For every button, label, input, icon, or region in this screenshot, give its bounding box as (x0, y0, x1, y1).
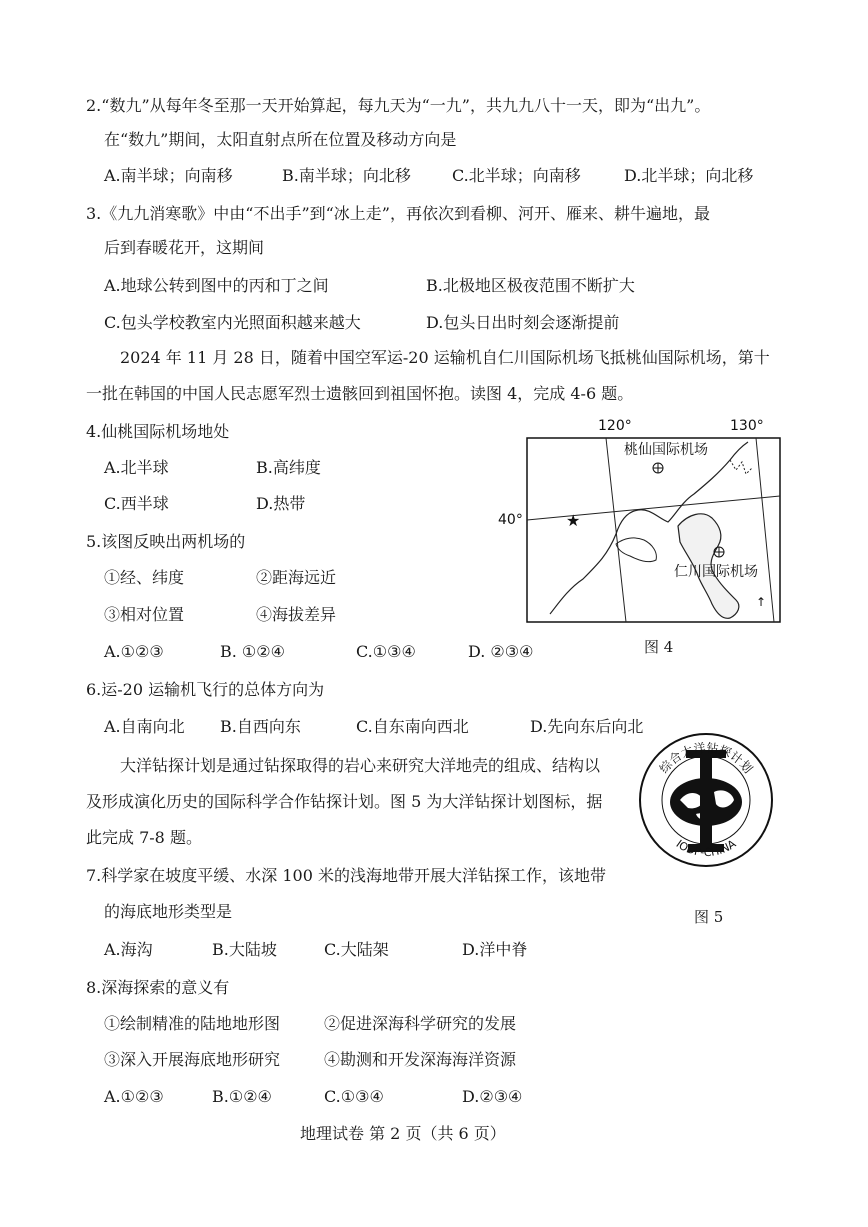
q3-option-c: C.包头学校教室内光照面积越来越大 (104, 313, 361, 332)
q3-option-a: A.地球公转到图中的丙和丁之间 (104, 276, 329, 295)
q5-option-a: A.①②③ (104, 642, 164, 661)
lat-label-40: 40° (498, 512, 523, 528)
q5-option-b: B. ①②④ (220, 642, 285, 661)
airport-south-label: 仁川国际机场 (674, 564, 758, 580)
figure5-caption: 图 5 (694, 908, 724, 926)
q6-option-c: C.自东南向西北 (356, 717, 469, 736)
passage2-line3: 此完成 7-8 题。 (86, 828, 202, 847)
q6-option-b: B.自西向东 (220, 717, 301, 736)
q5-item-4: ④海拔差异 (256, 605, 337, 624)
passage2-line1: 大洋钻探计划是通过钻探取得的岩心来研究大洋地壳的组成、结构以 (120, 756, 601, 775)
q8-option-c: C.①③④ (324, 1087, 384, 1106)
logo-text-top: 综合大洋钻探计划 (656, 740, 756, 776)
q5-stem: 5.该图反映出两机场的 (86, 532, 246, 551)
q5-item-1: ①经、纬度 (104, 568, 185, 587)
q8-item-1: ①绘制精准的陆地地形图 (104, 1014, 281, 1033)
q7-stem-line2: 的海底地形类型是 (104, 902, 233, 921)
q3-option-d: D.包头日出时刻会逐渐提前 (426, 313, 620, 332)
figure4-caption: 图 4 (644, 638, 674, 656)
q2-option-c: C.北半球；向南移 (452, 166, 581, 185)
q5-option-d: D. ②③④ (468, 642, 534, 661)
q2-option-d: D.北半球；向北移 (624, 166, 754, 185)
q4-option-d: D.热带 (256, 494, 306, 513)
q7-option-b: B.大陆坡 (212, 940, 277, 959)
q2-stem-line2: 在“数九”期间，太阳直射点所在位置及移动方向是 (104, 130, 457, 149)
q8-option-b: B.①②④ (212, 1087, 272, 1106)
figure5-logo (636, 730, 776, 870)
q8-item-4: ④勘测和开发深海海洋资源 (324, 1050, 517, 1069)
page-footer: 地理试卷 第 2 页（共 6 页） (300, 1124, 506, 1143)
q6-stem: 6.运-20 运输机飞行的总体方向为 (86, 680, 325, 699)
q3-stem-line2: 后到春暖花开，这期间 (104, 238, 265, 257)
q6-option-d: D.先向东后向北 (530, 717, 644, 736)
lon-label-120: 120° (598, 418, 632, 434)
q5-item-3: ③相对位置 (104, 605, 185, 624)
q7-stem-line1: 7.科学家在坡度平缓、水深 100 米的浅海地带开展大洋钻探工作，该地带 (86, 866, 606, 885)
q6-option-a: A.自南向北 (104, 717, 185, 736)
q4-stem: 4.仙桃国际机场地处 (86, 422, 230, 441)
q2-option-b: B.南半球；向北移 (282, 166, 411, 185)
q8-option-a: A.①②③ (104, 1087, 164, 1106)
figure4-map (498, 414, 788, 626)
north-arrow-icon: ↑ (756, 595, 767, 609)
q4-option-a: A.北半球 (104, 458, 169, 477)
q7-option-a: A.海沟 (104, 940, 153, 959)
q8-stem: 8.深海探索的意义有 (86, 978, 230, 997)
drill-pipe-icon (700, 752, 712, 852)
passage1-line2: 一批在韩国的中国人民志愿军烈士遗骸回到祖国怀抱。读图 4，完成 4-6 题。 (86, 384, 634, 403)
q8-item-3: ③深入开展海底地形研究 (104, 1050, 281, 1069)
passage2-line2: 及形成演化历史的国际科学合作钻探计划。图 5 为大洋钻探计划图标，据 (86, 792, 603, 811)
q5-option-c: C.①③④ (356, 642, 416, 661)
q5-item-2: ②距海远近 (256, 568, 337, 587)
q3-stem-line1: 3.《九九消寒歌》中由“不出手”到“冰上走”，再依次到看柳、河开、雁来、耕牛遍地，最 (86, 204, 710, 223)
q2-stem-line1: 2.“数九”从每年冬至那一天开始算起，每九天为“一九”，共九九八十一天，即为“出九”。 (86, 96, 711, 115)
q4-option-c: C.西半球 (104, 494, 169, 513)
q3-option-b: B.北极地区极夜范围不断扩大 (426, 276, 635, 295)
airport-north-label: 桃仙国际机场 (624, 442, 708, 458)
lon-label-130: 130° (730, 418, 764, 434)
passage1-line1: 2024 年 11 月 28 日，随着中国空军运-20 运输机自仁川国际机场飞抵桃仙国际机场，第十 (120, 348, 770, 367)
capital-star-icon: ★ (566, 511, 581, 530)
logo-text-bottom: IODP-CHINA (673, 837, 739, 860)
q4-option-b: B.高纬度 (256, 458, 321, 477)
q7-option-c: C.大陆架 (324, 940, 389, 959)
q8-item-2: ②促进深海科学研究的发展 (324, 1014, 517, 1033)
q2-option-a: A.南半球；向南移 (104, 166, 233, 185)
q7-option-d: D.洋中脊 (462, 940, 528, 959)
q8-option-d: D.②③④ (462, 1087, 523, 1106)
